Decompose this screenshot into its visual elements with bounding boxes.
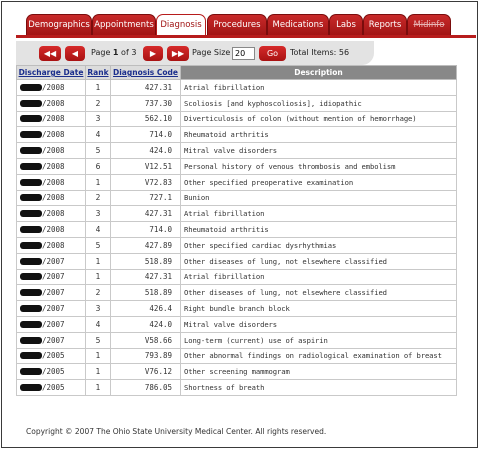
redaction-mark xyxy=(20,131,42,138)
tab-medications[interactable]: Medications xyxy=(267,14,329,36)
discharge-date-cell xyxy=(17,206,86,222)
description-cell: Mitral valve disorders xyxy=(181,316,457,332)
current-page: 1 xyxy=(112,48,119,57)
table-row xyxy=(17,316,457,332)
redaction-mark xyxy=(20,352,42,359)
diagnosis-code-cell: 427.31 xyxy=(111,269,181,285)
diagnosis-code-cell: 714.0 xyxy=(111,127,181,143)
table-body xyxy=(17,80,457,396)
redaction-mark xyxy=(20,368,42,375)
table-row xyxy=(17,174,457,190)
discharge-date-cell xyxy=(17,332,86,348)
description-cell: Other specified preoperative examination xyxy=(181,174,457,190)
column-header-rank[interactable]: Rank xyxy=(86,66,111,80)
redaction-mark xyxy=(20,163,42,170)
table-row xyxy=(17,348,457,364)
tab-midinfo: Midinfo xyxy=(407,14,451,36)
diagnosis-code-cell: 427.31 xyxy=(111,206,181,222)
discharge-date-value: /2008 xyxy=(42,240,65,250)
discharge-date-cell xyxy=(17,174,86,190)
tab-labs[interactable]: Labs xyxy=(329,14,363,36)
total-pages: 3 xyxy=(131,48,137,57)
discharge-date-value: /2008 xyxy=(42,98,65,108)
discharge-date-value: /2008 xyxy=(42,225,65,235)
description-cell: Other diseases of lung, not elsewhere classified xyxy=(181,253,457,269)
redaction-mark xyxy=(20,337,42,344)
description-cell: Shortness of breath xyxy=(181,380,457,396)
redaction-mark xyxy=(20,242,42,249)
rank-cell: 5 xyxy=(86,237,111,253)
discharge-date-value: /2007 xyxy=(42,272,65,282)
tab-appointments[interactable]: Appointments xyxy=(92,14,156,36)
description-cell: Other specified cardiac dysrhythmias xyxy=(181,237,457,253)
discharge-date-value: /2008 xyxy=(42,130,65,140)
description-cell: Atrial fibrillation xyxy=(181,80,457,96)
diagnosis-code-cell: V76.12 xyxy=(111,364,181,380)
discharge-date-cell xyxy=(17,222,86,238)
redaction-mark xyxy=(20,384,42,391)
diagnosis-code-cell: 518.89 xyxy=(111,253,181,269)
total-items-value: 56 xyxy=(338,48,350,57)
rank-cell: 2 xyxy=(86,190,111,206)
redaction-mark xyxy=(20,289,42,296)
table-row xyxy=(17,206,457,222)
table-row xyxy=(17,269,457,285)
discharge-date-cell xyxy=(17,364,86,380)
diagnosis-code-cell: 424.0 xyxy=(111,143,181,159)
description-cell: Mitral valve disorders xyxy=(181,143,457,159)
tab-diagnosis[interactable]: Diagnosis xyxy=(156,14,206,37)
table-row xyxy=(17,301,457,317)
double-right-arrow-icon: ▶▶ xyxy=(171,49,185,58)
diagnosis-panel xyxy=(16,38,476,446)
discharge-date-value: /2005 xyxy=(42,383,65,393)
rank-cell: 1 xyxy=(86,269,111,285)
tab-demographics[interactable]: Demographics xyxy=(26,14,92,36)
rank-cell: 2 xyxy=(86,285,111,301)
of-word: of xyxy=(121,48,129,57)
discharge-date-cell xyxy=(17,95,86,111)
rank-cell: 4 xyxy=(86,222,111,238)
right-arrow-icon: ▶ xyxy=(149,49,157,58)
pager xyxy=(16,41,374,65)
description-cell: Right bundle branch block xyxy=(181,301,457,317)
discharge-date-value: /2008 xyxy=(42,161,65,171)
rank-cell: 1 xyxy=(86,364,111,380)
table-row xyxy=(17,158,457,174)
table-row xyxy=(17,95,457,111)
discharge-date-cell xyxy=(17,285,86,301)
discharge-date-cell xyxy=(17,127,86,143)
description-cell: Atrial fibrillation xyxy=(181,206,457,222)
diagnosis-code-cell: V58.66 xyxy=(111,332,181,348)
rank-cell: 4 xyxy=(86,127,111,143)
discharge-date-value: /2005 xyxy=(42,351,65,361)
diagnosis-code-cell: 562.10 xyxy=(111,111,181,127)
discharge-date-cell xyxy=(17,80,86,96)
page-word: Page xyxy=(91,48,111,57)
discharge-date-value: /2008 xyxy=(42,177,65,187)
redaction-mark xyxy=(20,258,42,265)
diagnosis-code-cell: 426.4 xyxy=(111,301,181,317)
table-row xyxy=(17,237,457,253)
diagnosis-code-cell: 793.89 xyxy=(111,348,181,364)
redaction-mark xyxy=(20,100,42,107)
discharge-date-value: /2007 xyxy=(42,256,65,266)
redaction-mark xyxy=(20,210,42,217)
rank-cell: 5 xyxy=(86,332,111,348)
rank-cell: 3 xyxy=(86,301,111,317)
discharge-date-value: /2007 xyxy=(42,304,65,314)
redaction-mark xyxy=(20,321,42,328)
discharge-date-cell xyxy=(17,301,86,317)
discharge-date-value: /2005 xyxy=(42,367,65,377)
diagnosis-code-cell: 424.0 xyxy=(111,316,181,332)
tab-procedures[interactable]: Procedures xyxy=(207,14,267,36)
page-size-label: Page Size xyxy=(192,48,231,57)
description-cell: Personal history of venous thrombosis and embolism xyxy=(181,158,457,174)
redaction-mark xyxy=(20,84,42,91)
rank-cell: 1 xyxy=(86,80,111,96)
description-cell: Bunion xyxy=(181,190,457,206)
description-cell: Scoliosis [and kyphoscoliosis], idiopathic xyxy=(181,95,457,111)
discharge-date-cell xyxy=(17,316,86,332)
app-frame xyxy=(1,1,478,448)
table-header-row xyxy=(17,66,457,80)
redaction-mark xyxy=(20,179,42,186)
table-row xyxy=(17,143,457,159)
table-row xyxy=(17,364,457,380)
double-left-arrow-icon: ◀◀ xyxy=(43,49,57,58)
last-page-button[interactable] xyxy=(167,46,189,61)
diagnosis-code-cell: 727.1 xyxy=(111,190,181,206)
table-row xyxy=(17,380,457,396)
discharge-date-cell xyxy=(17,269,86,285)
total-items xyxy=(290,48,349,57)
redaction-mark xyxy=(20,115,42,122)
first-page-button[interactable] xyxy=(39,46,61,61)
tab-reports[interactable]: Reports xyxy=(363,14,407,36)
rank-cell: 1 xyxy=(86,348,111,364)
discharge-date-cell xyxy=(17,348,86,364)
discharge-date-cell xyxy=(17,253,86,269)
column-header-diagnosis-code[interactable]: Diagnosis Code xyxy=(111,66,181,80)
next-page-button[interactable] xyxy=(143,46,163,61)
table-row xyxy=(17,332,457,348)
diagnosis-code-cell: 714.0 xyxy=(111,222,181,238)
diagnosis-code-cell: V12.51 xyxy=(111,158,181,174)
table-row xyxy=(17,111,457,127)
diagnosis-table xyxy=(16,65,457,396)
rank-cell: 3 xyxy=(86,111,111,127)
discharge-date-cell xyxy=(17,237,86,253)
description-cell: Atrial fibrillation xyxy=(181,269,457,285)
description-cell: Other screening mammogram xyxy=(181,364,457,380)
column-header-discharge-date[interactable]: Discharge Date xyxy=(17,66,86,80)
page-indicator xyxy=(91,48,136,57)
column-header-description: Description xyxy=(181,66,457,80)
table-row xyxy=(17,222,457,238)
discharge-date-cell xyxy=(17,158,86,174)
footer-copyright: Copyright © 2007 The Ohio State University Medical Center. All rights reserved. xyxy=(26,427,327,436)
prev-page-button[interactable] xyxy=(65,46,85,61)
rank-cell: 5 xyxy=(86,143,111,159)
redaction-mark xyxy=(20,305,42,312)
discharge-date-value: /2008 xyxy=(42,82,65,92)
table-row xyxy=(17,127,457,143)
diagnosis-code-cell: 427.31 xyxy=(111,80,181,96)
discharge-date-value: /2008 xyxy=(42,209,65,219)
discharge-date-cell xyxy=(17,380,86,396)
rank-cell: 3 xyxy=(86,206,111,222)
discharge-date-cell xyxy=(17,111,86,127)
rank-cell: 1 xyxy=(86,174,111,190)
discharge-date-cell xyxy=(17,190,86,206)
description-cell: Other abnormal findings on radiological examination of breast xyxy=(181,348,457,364)
diagnosis-code-cell: 786.05 xyxy=(111,380,181,396)
description-cell: Long-term (current) use of aspirin xyxy=(181,332,457,348)
discharge-date-value: /2008 xyxy=(42,114,65,124)
discharge-date-value: /2007 xyxy=(42,335,65,345)
description-cell: Rheumatoid arthritis xyxy=(181,127,457,143)
diagnosis-code-cell: 427.89 xyxy=(111,237,181,253)
rank-cell: 2 xyxy=(86,95,111,111)
discharge-date-value: /2007 xyxy=(42,288,65,298)
redaction-mark xyxy=(20,194,42,201)
tab-bar xyxy=(26,14,476,36)
table-row xyxy=(17,285,457,301)
rank-cell: 1 xyxy=(86,380,111,396)
diagnosis-code-cell: 518.89 xyxy=(111,285,181,301)
diagnosis-code-cell: 737.30 xyxy=(111,95,181,111)
rank-cell: 1 xyxy=(86,253,111,269)
rank-cell: 4 xyxy=(86,316,111,332)
diagnosis-code-cell: V72.83 xyxy=(111,174,181,190)
description-cell: Rheumatoid arthritis xyxy=(181,222,457,238)
redaction-mark xyxy=(20,273,42,280)
rank-cell: 6 xyxy=(86,158,111,174)
table-row xyxy=(17,253,457,269)
total-items-label: Total Items: xyxy=(290,48,337,57)
description-cell: Diverticulosis of colon (without mention of hemorrhage) xyxy=(181,111,457,127)
page-size-input[interactable] xyxy=(232,47,255,60)
left-arrow-icon: ◀ xyxy=(71,49,79,58)
discharge-date-value: /2008 xyxy=(42,193,65,203)
discharge-date-value: /2008 xyxy=(42,146,65,156)
redaction-mark xyxy=(20,147,42,154)
discharge-date-value: /2007 xyxy=(42,319,65,329)
description-cell: Other diseases of lung, not elsewhere classified xyxy=(181,285,457,301)
redaction-mark xyxy=(20,226,42,233)
table-row xyxy=(17,80,457,96)
go-button[interactable]: Go xyxy=(259,46,286,61)
discharge-date-cell xyxy=(17,143,86,159)
table-row xyxy=(17,190,457,206)
